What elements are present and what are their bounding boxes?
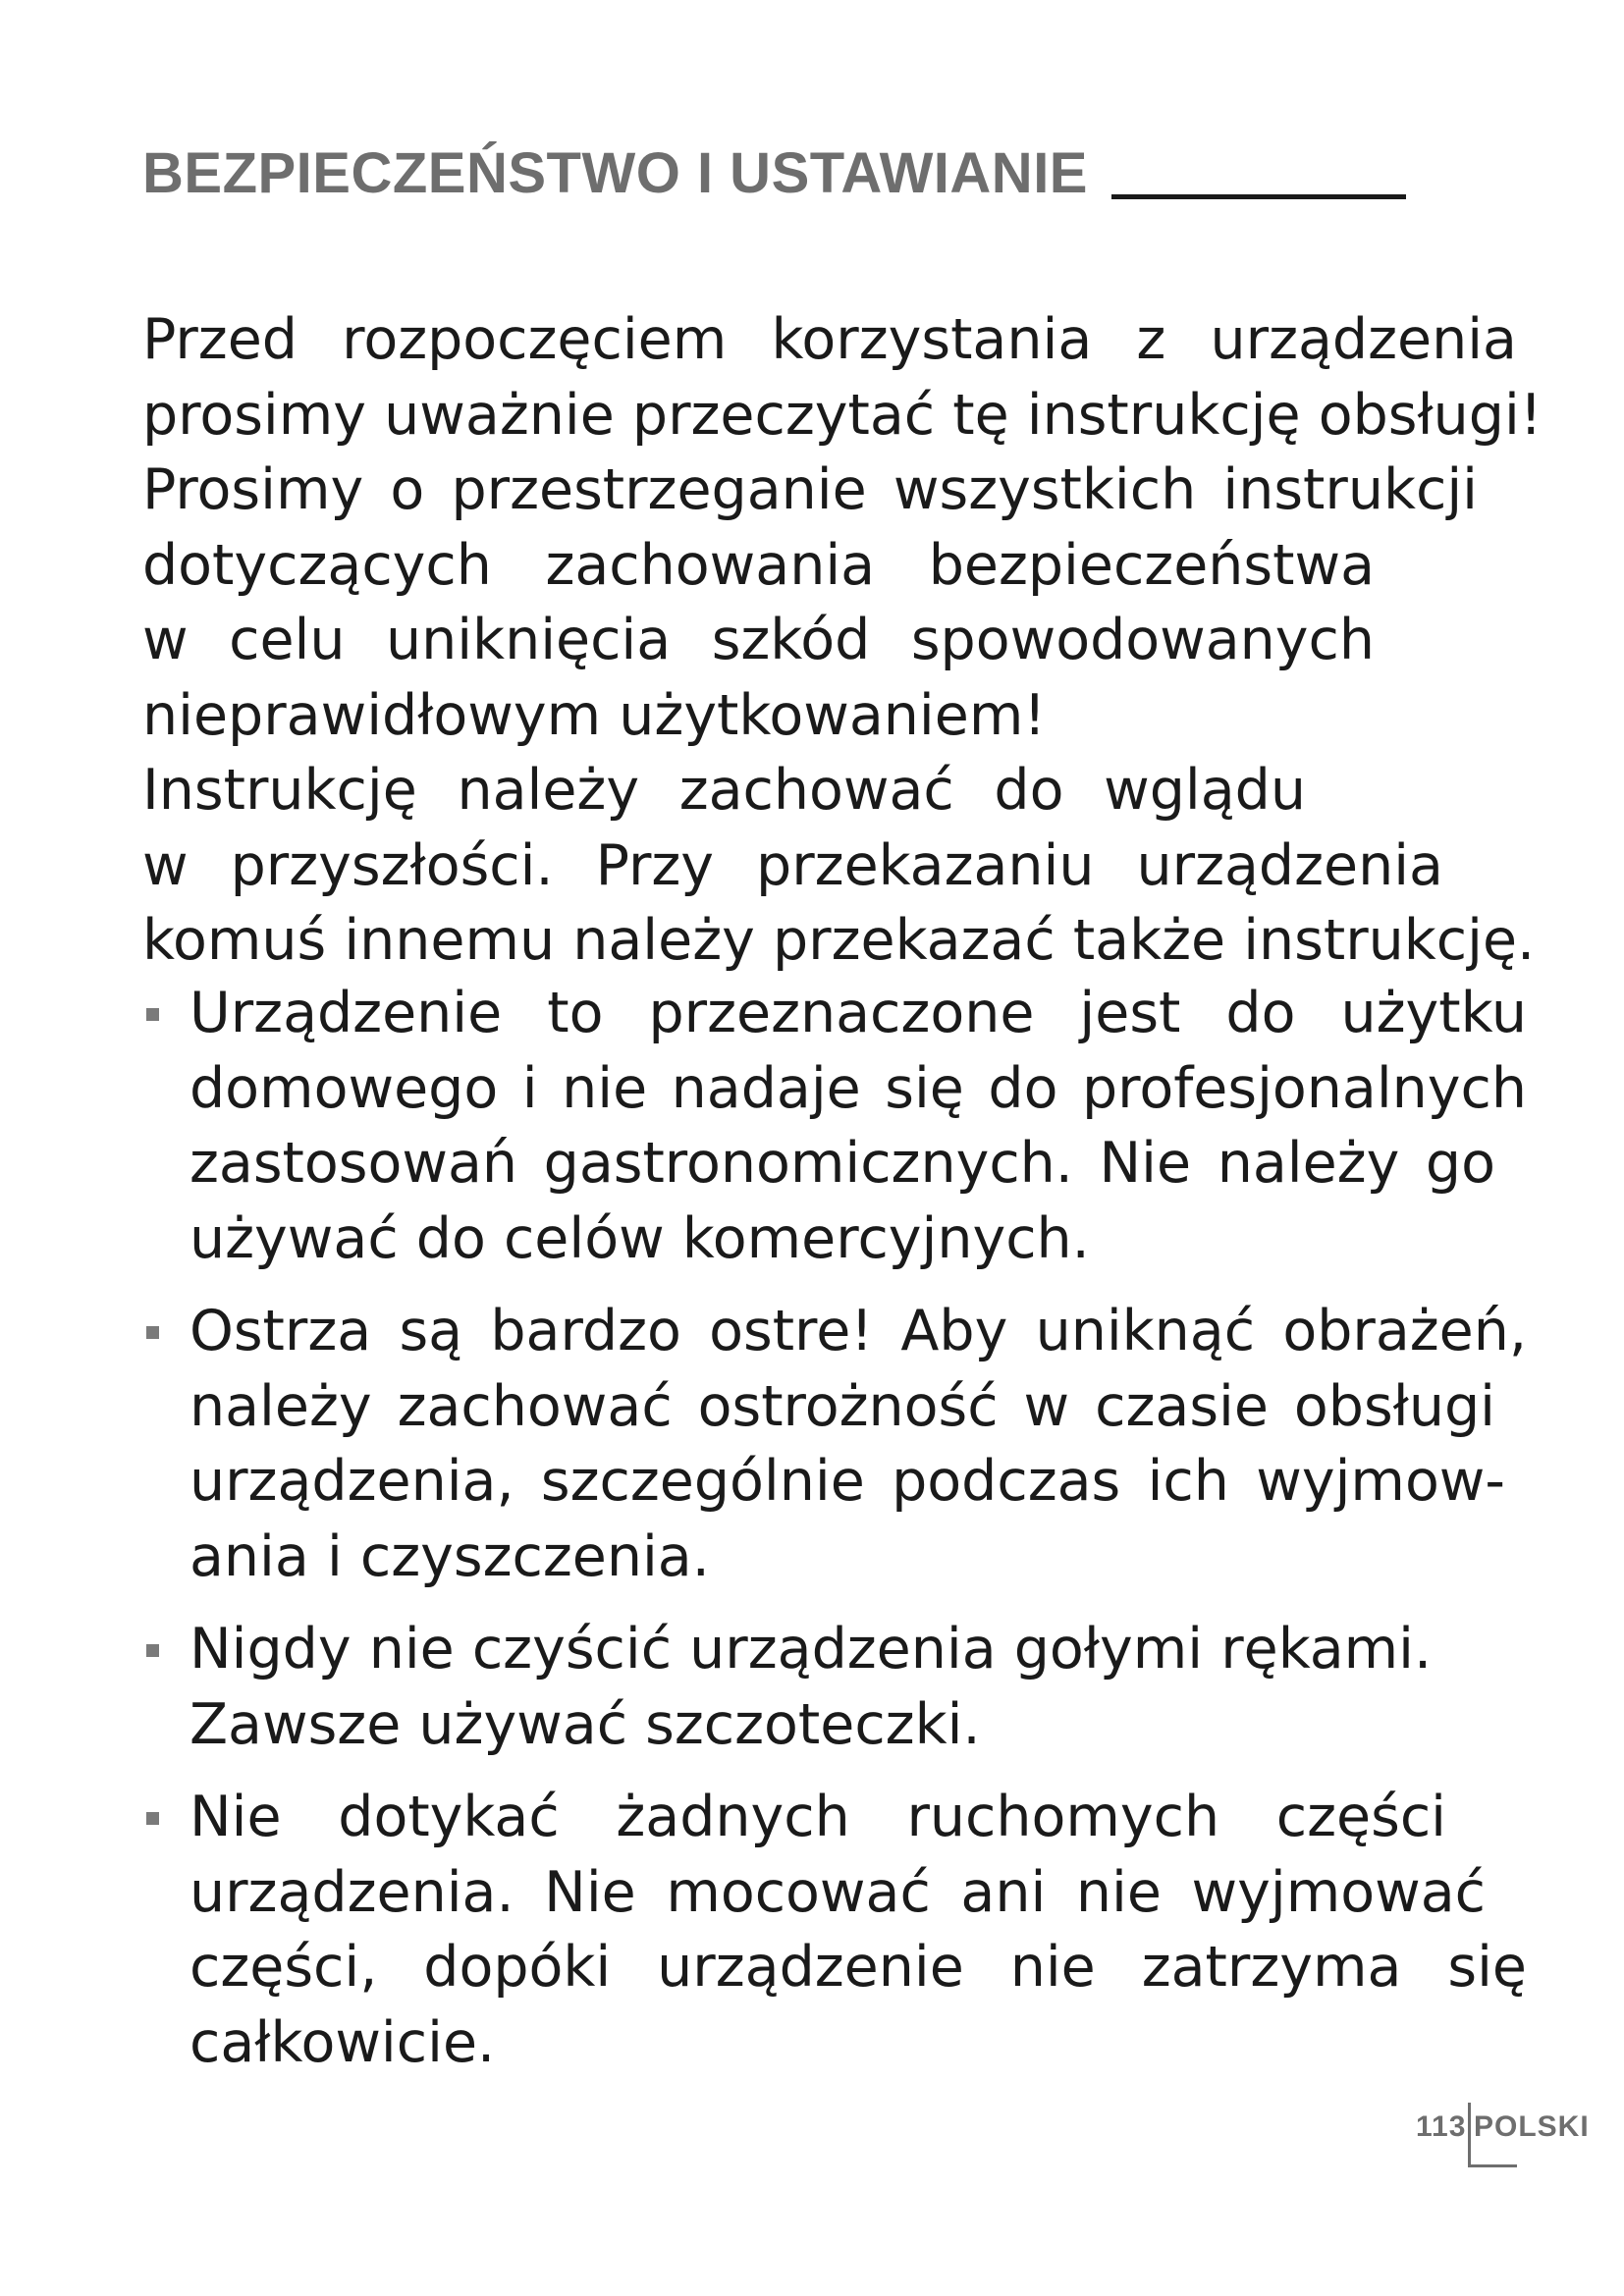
- intro-line: Prosimy o przestrzeganie wszystkich instrukcji: [142, 457, 1478, 522]
- intro-line: w przyszłości. Przy przekazaniu urządzenia: [142, 832, 1443, 898]
- language-label: POLSKI: [1474, 2110, 1590, 2143]
- safety-list: [142, 976, 1527, 2098]
- list-item-line: ania i czyszczenia.: [189, 1523, 710, 1589]
- bullet-square-icon: [146, 1812, 159, 1825]
- intro-line: dotyczących zachowania bezpieczeństwa: [142, 532, 1375, 598]
- intro-paragraph: [142, 302, 1543, 979]
- list-item: [142, 1780, 1527, 2080]
- list-item-line: domowego i nie nadaje się do profesjonalnych: [189, 1055, 1527, 1121]
- section-title: BEZPIECZEŃSTWO I USTAWIANIE: [142, 141, 1088, 205]
- list-item-line: Nigdy nie czyścić urządzenia gołymi rękami.: [189, 1617, 1433, 1682]
- bullet-square-icon: [146, 1008, 159, 1021]
- list-item: [142, 1612, 1527, 1762]
- footer-divider-foot: [1468, 2164, 1517, 2167]
- list-item-line: całkowicie.: [189, 2009, 496, 2075]
- intro-line: Przed rozpoczęciem korzystania z urządzenia: [142, 307, 1517, 372]
- page-number: 113: [1416, 2110, 1467, 2143]
- list-item-line: używać do celów komercyjnych.: [189, 1205, 1090, 1271]
- bullet-square-icon: [146, 1326, 159, 1339]
- list-item: [142, 976, 1527, 1276]
- intro-line: w celu uniknięcia szkód spowodowanych: [142, 608, 1375, 672]
- list-item-line: Ostrza są bardzo ostre! Aby uniknąć obrażeń,: [189, 1299, 1527, 1363]
- intro-line: Instrukcję należy zachować do wglądu: [142, 758, 1306, 823]
- list-item-line: zastosowań gastronomicznych. Nie należy go: [189, 1131, 1495, 1196]
- list-item-line: Zawsze używać szczoteczki.: [189, 1691, 981, 1757]
- footer-divider: [1468, 2103, 1471, 2167]
- list-item-line: Urządzenie to przeznaczone jest do użytku: [189, 981, 1527, 1045]
- list-item: [142, 1294, 1527, 1594]
- section-heading: [142, 141, 1497, 205]
- intro-line: komuś innemu należy przekazać także instrukcję.: [142, 908, 1536, 973]
- heading-underline: [1111, 194, 1406, 199]
- intro-line: nieprawidłowym użytkowaniem!: [142, 682, 1047, 748]
- list-item-line: należy zachować ostrożność w czasie obsługi: [189, 1373, 1495, 1439]
- list-item-line: części, dopóki urządzenie nie zatrzyma się: [189, 1935, 1527, 2000]
- bullet-square-icon: [146, 1644, 159, 1657]
- list-item-line: Nie dotykać żadnych ruchomych części: [189, 1785, 1446, 1849]
- page-footer: [1404, 2099, 1624, 2177]
- list-item-line: urządzenia. Nie mocować ani nie wyjmować: [189, 1859, 1486, 1925]
- intro-line: prosimy uważnie przeczytać tę instrukcję obsługi!: [142, 382, 1543, 448]
- list-item-line: urządzenia, szczególnie podczas ich wyjmow-: [189, 1449, 1505, 1514]
